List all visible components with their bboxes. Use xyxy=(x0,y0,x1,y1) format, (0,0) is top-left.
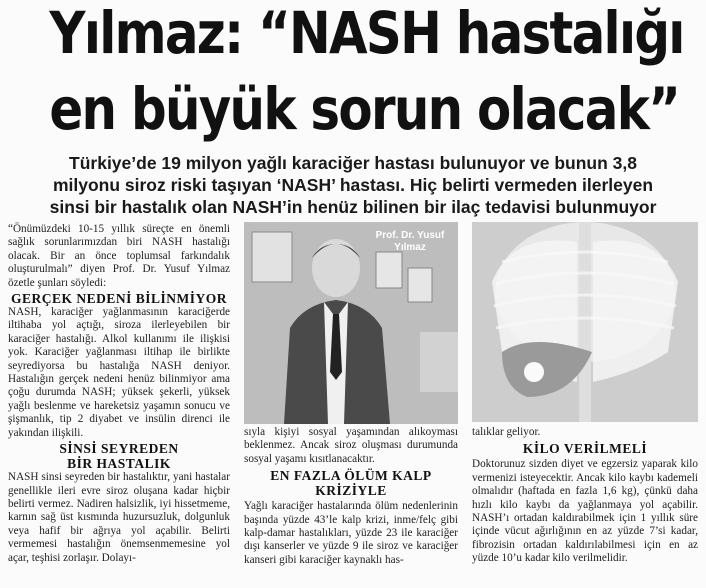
paragraph-taliklar-geliyor: talıklar geliyor. xyxy=(472,426,541,438)
heading-gercek-nedeni: GERÇEK NEDENİ BİLİNMİYOR xyxy=(10,291,228,307)
liver-xray-image xyxy=(472,222,698,422)
headline-line-1: Yılmaz: “NASH hastalığı xyxy=(49,0,684,67)
doctor-photo xyxy=(244,222,458,424)
heading-en-fazla-olum-line-1: EN FAZLA ÖLÜM KALP xyxy=(270,468,432,484)
subheadline-line-2: milyonu siroz riski taşıyan ‘NASH’ hastası. Hiç belirti vermeden ilerleyen xyxy=(52,175,654,195)
heading-sinsi-line-1: SİNSİ SEYREDEN xyxy=(59,441,179,457)
heading-sinsi-line-2: BİR HASTALIK xyxy=(67,456,171,472)
paragraph-gercek-nedeni: NASH, karaciğer yağlanmasının karaciğerde iltihaba yol açtığı, siroza ilerleyebilen bir karaciğer hastalığı. Alkol kullanımı ile ilişkisi yok. Karaciğer yağlanması iltihap ile birlikte seyrediyorsa bu hastalığa NASH deniyor. Hastalığın gerçek nedeni henüz bilinmiyor ama çoğu durumda NASH; yüksek şekerli, yüksek yağlı beslenme ve hareketsiz yaşamın sonucu ve şişmanlık, tip 2 diyabet ve insülin direnci ile yakından ilişkili. xyxy=(8,306,230,439)
photo-caption-line-2: Yılmaz xyxy=(394,242,426,253)
intro-paragraph: “Önümüzdeki 10-15 yıllık süreçte en önemli sağlık sorunlarımızdan biri NASH hastalığı olacak. Bir an önce toplumsal farkındalık oluşturulmalı” diyen Prof. Dr. Yusuf Yılmaz özetle şunları söyledi: xyxy=(8,223,230,289)
liver-illustration xyxy=(472,222,698,422)
left-column xyxy=(8,223,230,565)
headline-line-2: en büyük sorun olacak” xyxy=(49,75,680,143)
photo-caption-line-1: Prof. Dr. Yusuf xyxy=(375,230,445,241)
paragraph-sinsi: NASH sinsi seyreden bir hastalıktır, yani hastalar genellikle ileri evre siroz oluşana kadar hiçbir belirti vermez. Nadiren halsizlik, iyi hissetmeme, karnın sağ üst kısmında huzursuzluk, dolgunluk veya hafif bir ağrıya yol açabilir. Belirti vermemesi hastalığın önemsenmemesine yol açar, teşhisi zorlaşır. Dolayı- xyxy=(8,471,230,564)
right-column xyxy=(472,426,698,566)
paragraph-kilo-verilmeli: Doktorunuz sizden diyet ve egzersiz yaparak kilo vermenizi isteyecektir. Ancak kilo kaybı kademeli olmalıdır (haftada en fazla 1,6 kg), çünkü daha hızlı kilo kaybı da yağlanmaya yol açabilir. NASH’ı ortadan kaldırabilmek için 1 yıllık süre içinde vücut ağırlığının en az yüzde 7’si kadar, fibrozisin ortadan kaldırılabilmesi için en az yüzde 10’u kadar kilo verilmelidir. xyxy=(472,458,698,565)
middle-column xyxy=(244,426,458,567)
heading-en-fazla-olum-line-2: KRİZİYLE xyxy=(315,483,387,499)
paragraph-olum-nedenleri: Yağlı karaciğer hastalarında ölüm nedenlerinin başında yüzde 43’le kalp krizi, inme/felç gibi kalp-damar hastalıkları, yüzde 23 ile karaciğer dışı kanserler ve yüzde 9 ile siroz ve karaciğer kanseri gibi karaciğer kaynaklı has- xyxy=(244,500,458,566)
subheadline-line-1: Türkiye’de 19 milyon yağlı karaciğer hastası bulunuyor ve bunun 3,8 xyxy=(69,153,637,173)
photo-caption xyxy=(362,230,458,254)
heading-kilo-verilmeli: KİLO VERİLMELİ xyxy=(522,441,648,457)
subheadline-line-3: sinsi bir hastalık olan NASH’in henüz bilinen bir ilaç tedavisi bulunmuyor xyxy=(49,197,657,217)
paragraph-sosyal-yasam: sıyla kişiyi sosyal yaşamından alıkoyması beklenmez. Ancak siroz oluşması durumunda sosyal yaşamı kısıtlanacaktır. xyxy=(244,426,458,465)
